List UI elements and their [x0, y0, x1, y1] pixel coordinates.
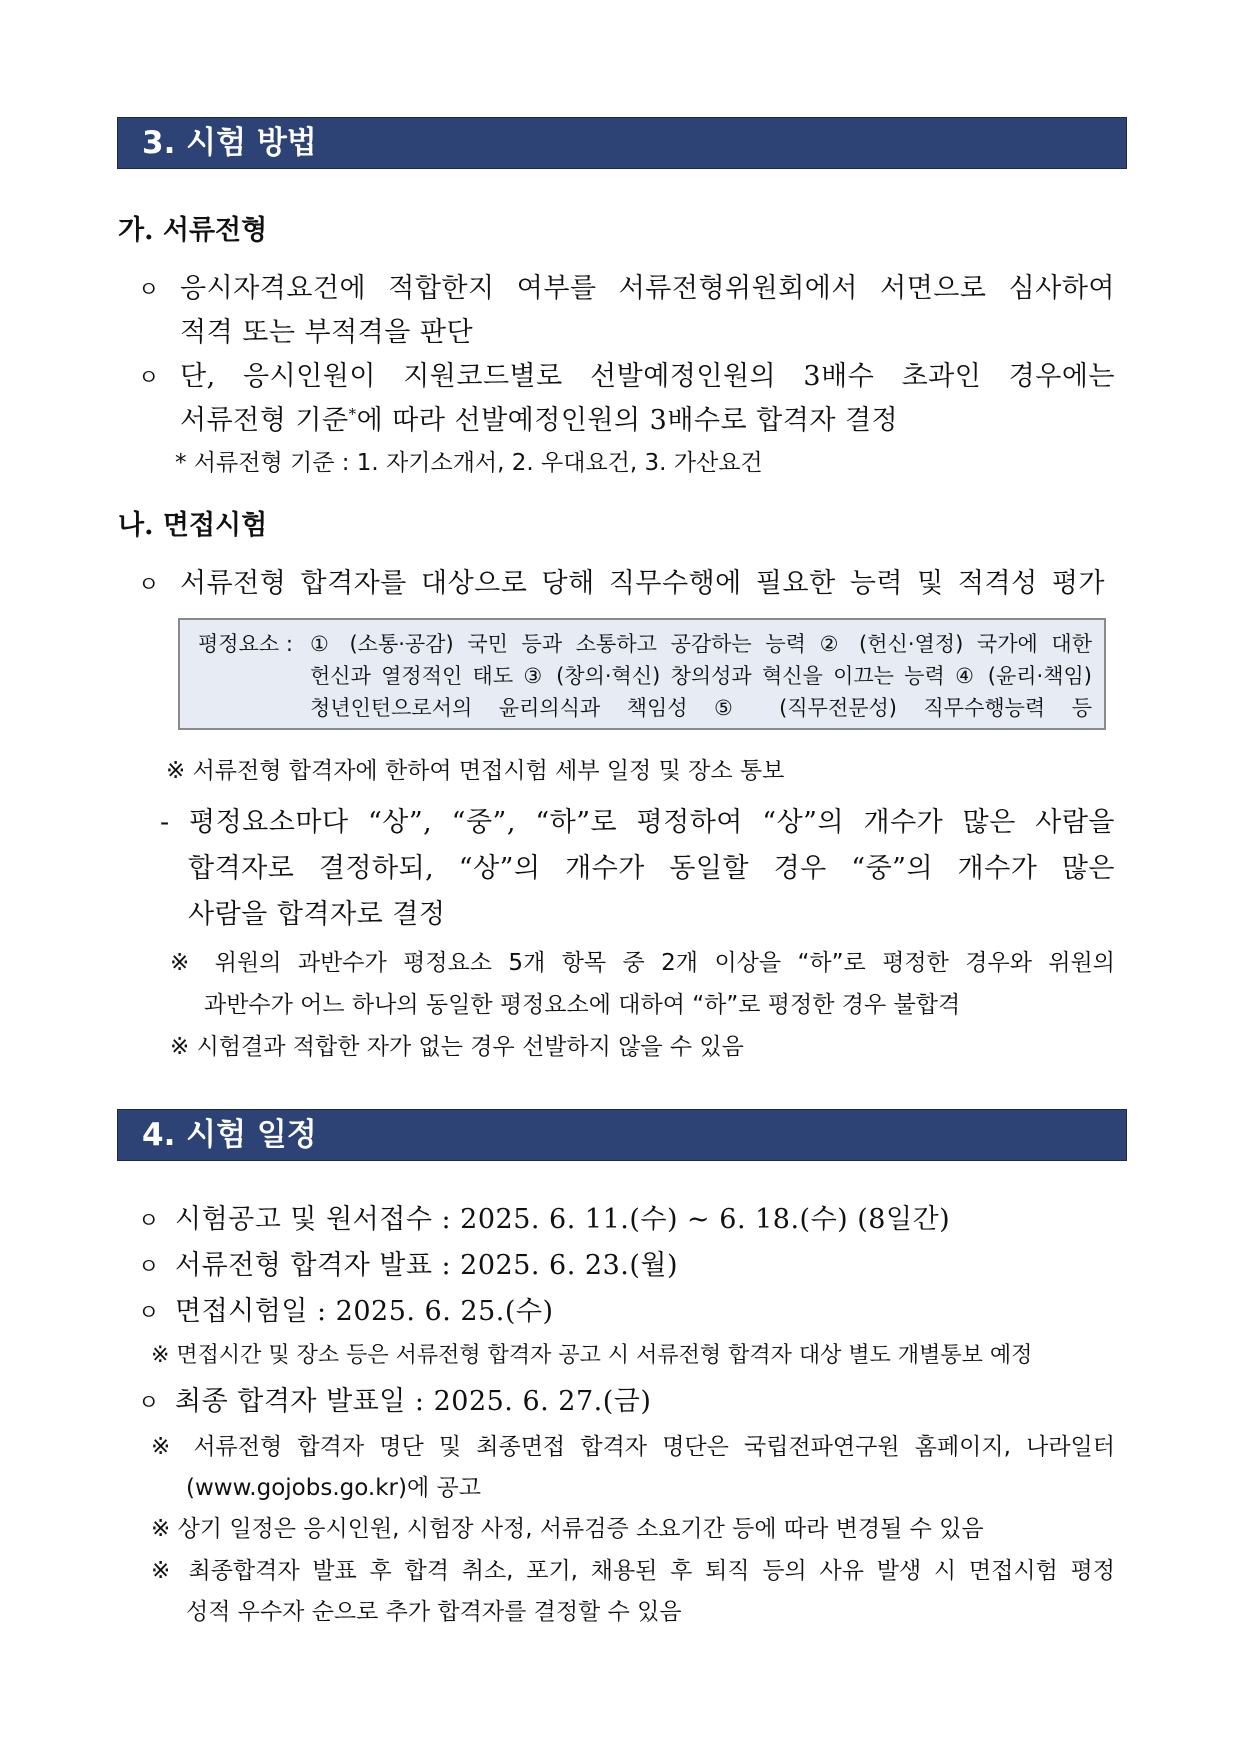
doc-screening-item1-line2: 적격 또는 부적격을 판단: [180, 317, 474, 348]
footnote-mark: *: [348, 405, 357, 423]
schedule-final-result: 최종 합격자 발표일 : 2025. 6. 27.(금): [175, 1386, 652, 1417]
schedule-note-2-line1: ※ 서류전형 합격자 명단 및 최종면접 합격자 명단은 국립전파연구원 홈페이지, 나라일터: [151, 1434, 1115, 1460]
bullet-marker: ㅇ: [138, 1301, 160, 1326]
schedule-note-3: ※ 상기 일정은 응시인원, 시험장 사정, 서류검증 소요기간 등에 따라 변경될 수 있음: [151, 1516, 984, 1542]
bullet-marker: ㅇ: [138, 1391, 160, 1416]
subsection-a-heading: 가. 서류전형: [118, 215, 268, 246]
schedule-interview-date: 면접시험일 : 2025. 6. 25.(수): [175, 1296, 554, 1327]
schedule-note-1: ※ 면접시간 및 장소 등은 서류전형 합격자 공고 시 서류전형 합격자 대상 별도 개별통보 예정: [151, 1343, 1033, 1368]
schedule-application: 시험공고 및 원서접수 : 2025. 6. 11.(수) ~ 6. 18.(수) (8일간): [175, 1204, 951, 1235]
bullet-marker: ㅇ: [138, 366, 160, 391]
bullet-marker: ㅇ: [138, 1255, 160, 1280]
evaluation-line: 헌신과 열정적인 태도 ③ (창의·혁신) 창의성과 혁신을 이끄는 능력 ④ (윤리·책임): [310, 664, 1092, 688]
section-4-title: 4. 시험 일정: [117, 1109, 1127, 1161]
interview-rule-line2: 합격자로 결정하되, “상”의 개수가 동일할 경우 “중”의 개수가 많은: [188, 853, 1115, 884]
schedule-note-4-line1: ※ 최종합격자 발표 후 합격 취소, 포기, 채용된 후 퇴직 등의 사유 발생 시 면접시험 평정: [151, 1558, 1115, 1584]
doc-screening-item2-line1: 단, 응시인원이 지원코드별로 선발예정인원의 3배수 초과인 경우에는: [180, 361, 1115, 392]
bullet-marker: ㅇ: [138, 1209, 160, 1234]
doc-screening-item1-line1: 응시자격요건에 적합한지 여부를 서류전형위원회에서 서면으로 심사하여: [180, 273, 1115, 304]
doc-screening-item2-line2: [180, 398, 898, 437]
evaluation-criteria-box: [178, 618, 1106, 730]
section-3-title: 3. 시험 방법: [117, 117, 1127, 169]
interview-note-2-line2: 과반수가 어느 하나의 동일한 평정요소에 대하여 “하”로 평정한 경우 불합격: [204, 992, 961, 1018]
interview-note-2-line1: ※ 위원의 과반수가 평정요소 5개 항목 중 2개 이상을 “하”로 평정한 경우와 위원의: [170, 950, 1115, 976]
criteria-text: 서류전형 기준: [180, 405, 349, 436]
subsection-b-heading: 나. 면접시험: [118, 510, 268, 541]
schedule-doc-result: 서류전형 합격자 발표 : 2025. 6. 23.(월): [175, 1250, 678, 1281]
criteria-footnote: * 서류전형 기준 : 1. 자기소개서, 2. 우대요건, 3. 가산요건: [175, 450, 763, 476]
interview-rule-line1: - 평정요소마다 “상”, “중”, “하”로 평정하여 “상”의 개수가 많은 사람을: [160, 807, 1115, 838]
bullet-marker: ㅇ: [138, 278, 160, 303]
evaluation-line: 청년인턴으로서의 윤리의식과 책임성 ⑤ (직무전문성) 직무수행능력 등: [310, 696, 1092, 720]
interview-note-3: ※ 시험결과 적합한 자가 없는 경우 선발하지 않을 수 있음: [170, 1034, 744, 1060]
criteria-text-rest: 에 따라 선발예정인원의 3배수로 합격자 결정: [356, 405, 899, 436]
schedule-note-4-line2: 성적 우수자 순으로 추가 합격자를 결정할 수 있음: [186, 1599, 682, 1625]
evaluation-label: 평정요소 :: [198, 632, 293, 656]
schedule-note-2-line2: (www.gojobs.go.kr)에 공고: [186, 1475, 481, 1501]
interview-note-1: ※ 서류전형 합격자에 한하여 면접시험 세부 일정 및 장소 통보: [166, 758, 785, 784]
evaluation-line: ① (소통·공감) 국민 등과 소통하고 공감하는 능력 ② (헌신·열정) 국가에 대한: [310, 632, 1092, 656]
interview-rule-line3: 사람을 합격자로 결정: [188, 899, 446, 930]
bullet-marker: ㅇ: [138, 573, 160, 598]
evaluation-items: [310, 628, 1092, 724]
interview-item1: 서류전형 합격자를 대상으로 당해 직무수행에 필요한 능력 및 적격성 평가: [180, 568, 1105, 599]
